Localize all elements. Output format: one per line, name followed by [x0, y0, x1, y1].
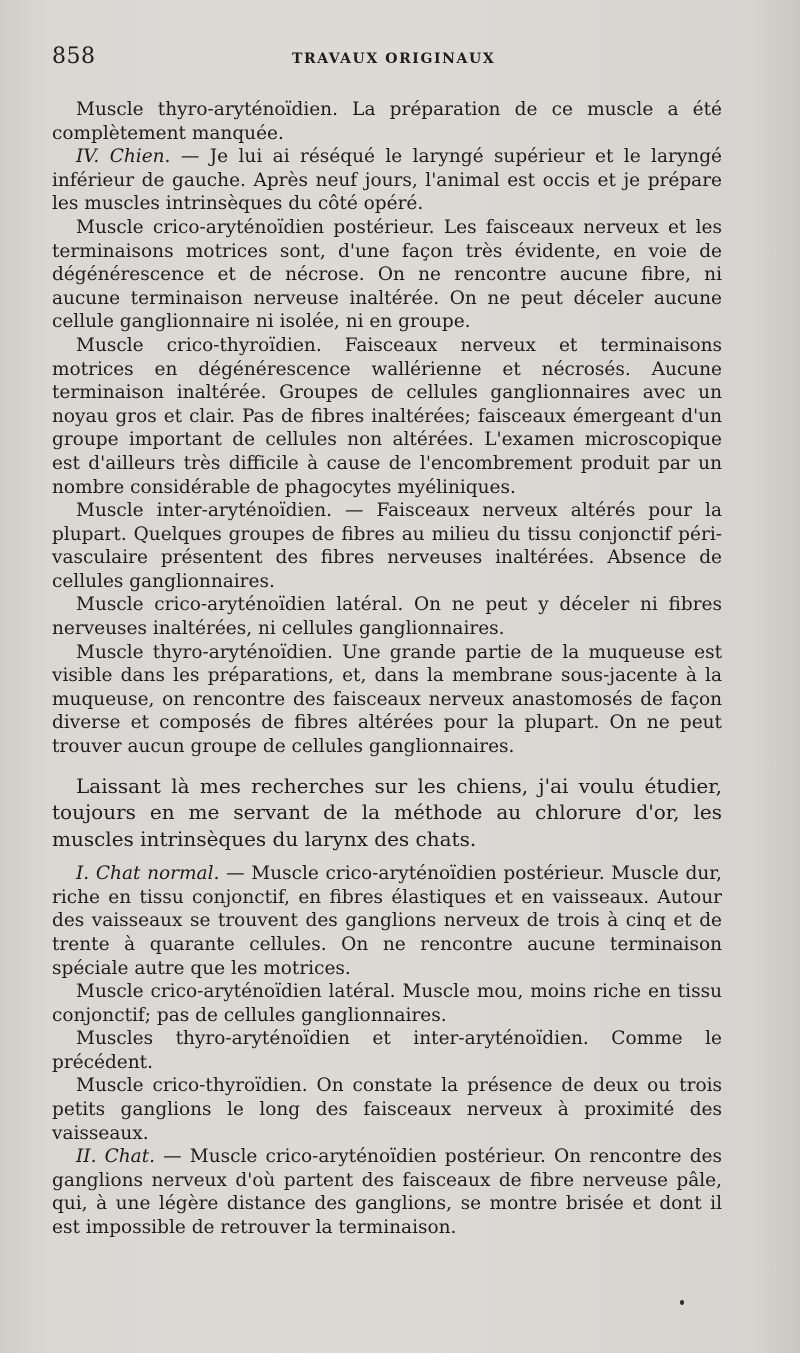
paragraph: Muscle thyro-aryténoïdien. Une grande partie de la muqueuse est visible dans les préparations, et, dans la membrane sous-jacente à la muqueuse, on rencontre des faisceaux nerveux anastomosés de façon diverse et composés de fibres altérées pour la plupart. On ne peut trouver aucun groupe de cellules ganglionnaires. [52, 641, 722, 758]
paragraph: Muscle crico-aryténoïdien postérieur. Les faisceaux nerveux et les terminaisons motrices sont, d'une façon très évidente, en voie de dégénérescence et de nécrose. On ne rencontre aucune fibre, ni aucune terminaison nerveuse inaltérée. On ne peut déceler aucune cellule ganglionnaire ni isolée, ni en groupe. [52, 216, 722, 333]
paragraph-lead: I. Chat normal. [76, 863, 220, 885]
paragraph: Muscles thyro-aryténoïdien et inter-aryténoïdien. Comme le précédent. [52, 1028, 722, 1073]
paragraph: Muscle crico-thyroïdien. On constate la présence de deux ou trois petits ganglions le long des faisceaux nerveux à proximité des vaisseaux. [52, 1075, 722, 1144]
paragraph: Muscle crico-thyroïdien. Faisceaux nerveux et terminaisons motrices en dégénérescence wallérienne et nécrosés. Aucune terminaison inaltérée. Groupes de cellules ganglionnaires avec un noyau gros et clair. Pas de fibres inaltérées; faisceaux émergeant d'un groupe important de cellules non altérées. L'examen microscopique est d'ailleurs très difficile à cause de l'encombrement produit par un nombre considérable de phagocytes myéliniques. [52, 334, 722, 498]
paragraph: Muscle inter-aryténoïdien. — Faisceaux nerveux altérés pour la plupart. Quelques groupes de fibres au milieu du tissu conjonctif péri-vasculaire présentent des fibres nerveuses inaltérées. Absence de cellules ganglionnaires. [52, 500, 722, 592]
running-head: TRAVAUX ORIGINAUX [292, 51, 496, 67]
paragraph: Muscle thyro-aryténoïdien. La préparation de ce muscle a été complètement manquée. [52, 99, 722, 144]
paragraph: Muscle crico-aryténoïdien latéral. Muscle mou, moins riche en tissu conjonctif; pas de cellules ganglionnaires. [52, 981, 722, 1026]
paragraph: II. Chat. — Muscle crico-aryténoïdien postérieur. On rencontre des ganglions nerveux d'où partent des faisceaux de fibre nerveuse pâle, qui, à une légère distance des ganglions, se montre brisée et dont il est impossible de retrouver la terminaison. [52, 1146, 722, 1239]
paragraph: I. Chat normal. — Muscle crico-aryténoïdien postérieur. Muscle dur, riche en tissu conjonctif, en fibres élastiques et en vaisseaux. Autour des vaisseaux se trouvent des ganglions nerveux de trois à cinq et de trente à quarante cellules. On ne rencontre aucune terminaison spéciale autre que les motrices. [52, 863, 722, 979]
paragraph-lead: IV. Chien. [76, 146, 171, 168]
paragraph: IV. Chien. — Je lui ai réséqué le laryngé supérieur et le laryngé inférieur de gauche. Après neuf jours, l'animal est occis et je prépare les muscles intrinsèques du côté opéré. [52, 146, 722, 215]
paragraph-transition: Laissant là mes recherches sur les chiens, j'ai voulu étudier, toujours en me servant de la méthode au chlorure d'or, les muscles intrinsèques du larynx des chats. [52, 773, 722, 851]
paragraph-lead: II. Chat. [76, 1146, 156, 1168]
body-text [52, 98, 722, 1240]
page-header [52, 44, 722, 84]
paragraph: Muscle crico-aryténoïdien latéral. On ne peut y déceler ni fibres nerveuses inaltérées, ni cellules ganglionnaires. [52, 594, 722, 640]
page-number: 858 [52, 44, 96, 69]
ink-speck [680, 1300, 684, 1305]
